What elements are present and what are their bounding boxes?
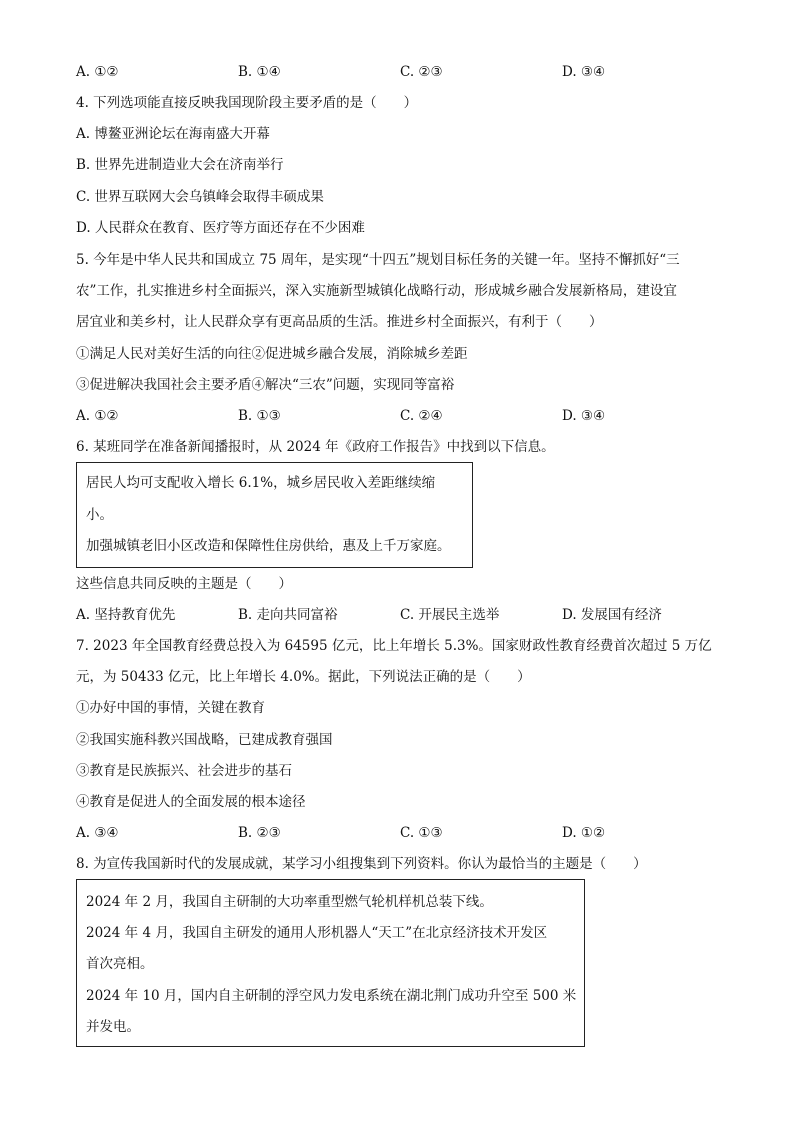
q8-box-line-3: 首次亮相。 — [86, 956, 154, 972]
q8-info-box — [76, 879, 585, 1047]
q6-question: 这些信息共同反映的主题是（ ） — [76, 576, 292, 592]
q8-box-line-1: 2024 年 2 月，我国自主研制的大功率重型燃气轮机样机总装下线。 — [86, 894, 493, 910]
q7-options — [76, 823, 716, 843]
q8-stem: 8. 为宣传我国新时代的发展成就，某学习小组搜集到下列资料。你认为最恰当的主题是（ ） — [76, 856, 647, 872]
q5-option-b[interactable]: B. ①③ — [238, 408, 281, 424]
q5-stem-line-1: 5. 今年是中华人民共和国成立 75 周年，是实现“十四五”规划目标任务的关键一年。坚持不懈抓好“三 — [76, 252, 680, 268]
q6-box-line-2: 小。 — [86, 507, 113, 523]
q6-option-b[interactable]: B. 走向共同富裕 — [238, 607, 338, 623]
q6-box-line-3: 加强城镇老旧小区改造和保障性住房供给，惠及上千万家庭。 — [86, 538, 451, 554]
q5-options — [76, 406, 716, 426]
q3-option-c[interactable]: C. ②③ — [400, 64, 443, 80]
q5-statement-2: ③促进解决我国社会主要矛盾④解决“三农”问题，实现同等富裕 — [76, 377, 455, 393]
q8-box-line-4: 2024 年 10 月，国内自主研制的浮空风力发电系统在湖北荆门成功升空至 500 米 — [86, 988, 577, 1004]
q6-option-d[interactable]: D. 发展国有经济 — [562, 607, 662, 623]
q6-stem: 6. 某班同学在准备新闻播报时，从 2024 年《政府工作报告》中找到以下信息。 — [76, 439, 555, 455]
q3-option-a[interactable]: A. ①② — [76, 64, 119, 80]
q6-option-a[interactable]: A. 坚持教育优先 — [76, 607, 176, 623]
q7-stem-line-1: 7. 2023 年全国教育经费总投入为 64595 亿元，比上年增长 5.3%。国家财政性教育经费首次超过 5 万亿 — [76, 638, 712, 654]
q8-box-line-5: 并发电。 — [86, 1019, 140, 1035]
q5-statement-1: ①满足人民对美好生活的向往②促进城乡融合发展，消除城乡差距 — [76, 346, 468, 362]
q7-statement-2: ②我国实施科教兴国战略，已建成教育强国 — [76, 732, 333, 748]
q6-box-line-1: 居民人均可支配收入增长 6.1%，城乡居民收入差距继续缩 — [86, 475, 436, 491]
q5-option-d[interactable]: D. ③④ — [562, 408, 606, 424]
q4-option-d[interactable]: D. 人民群众在教育、医疗等方面还存在不少困难 — [76, 220, 365, 236]
q7-option-b[interactable]: B. ②③ — [238, 825, 281, 841]
q6-options — [76, 605, 716, 625]
q7-statement-1: ①办好中国的事情，关键在教育 — [76, 700, 265, 716]
q4-option-c[interactable]: C. 世界互联网大会乌镇峰会取得丰硕成果 — [76, 189, 324, 205]
q7-stem-line-2: 元，为 50433 亿元，比上年增长 4.0%。据此，下列说法正确的是（ ） — [76, 669, 531, 685]
q3-options — [76, 62, 716, 82]
q7-option-a[interactable]: A. ③④ — [76, 825, 119, 841]
q6-info-box — [76, 462, 473, 568]
q4-stem: 4. 下列选项能直接反映我国现阶段主要矛盾的是（ ） — [76, 95, 418, 111]
q3-option-d[interactable]: D. ③④ — [562, 64, 606, 80]
q7-option-d[interactable]: D. ①② — [562, 825, 606, 841]
q3-option-b[interactable]: B. ①④ — [238, 64, 281, 80]
q8-box-line-2: 2024 年 4 月，我国自主研发的通用人形机器人“天工”在北京经济技术开发区 — [86, 925, 548, 941]
q5-option-c[interactable]: C. ②④ — [400, 408, 443, 424]
q7-option-c[interactable]: C. ①③ — [400, 825, 443, 841]
q5-option-a[interactable]: A. ①② — [76, 408, 119, 424]
q7-statement-4: ④教育是促进人的全面发展的根本途径 — [76, 794, 306, 810]
q5-stem-line-2: 农”工作，扎实推进乡村全面振兴，深入实施新型城镇化战略行动，形成城乡融合发展新格局，建设宜 — [76, 283, 677, 299]
q4-option-b[interactable]: B. 世界先进制造业大会在济南举行 — [76, 157, 284, 173]
q5-stem-line-3: 居宜业和美乡村，让人民群众享有更高品质的生活。推进乡村全面振兴，有利于（ ） — [76, 314, 603, 330]
q7-statement-3: ③教育是民族振兴、社会进步的基石 — [76, 763, 292, 779]
q4-option-a[interactable]: A. 博鳌亚洲论坛在海南盛大开幕 — [76, 126, 270, 142]
q6-option-c[interactable]: C. 开展民主选举 — [400, 607, 500, 623]
